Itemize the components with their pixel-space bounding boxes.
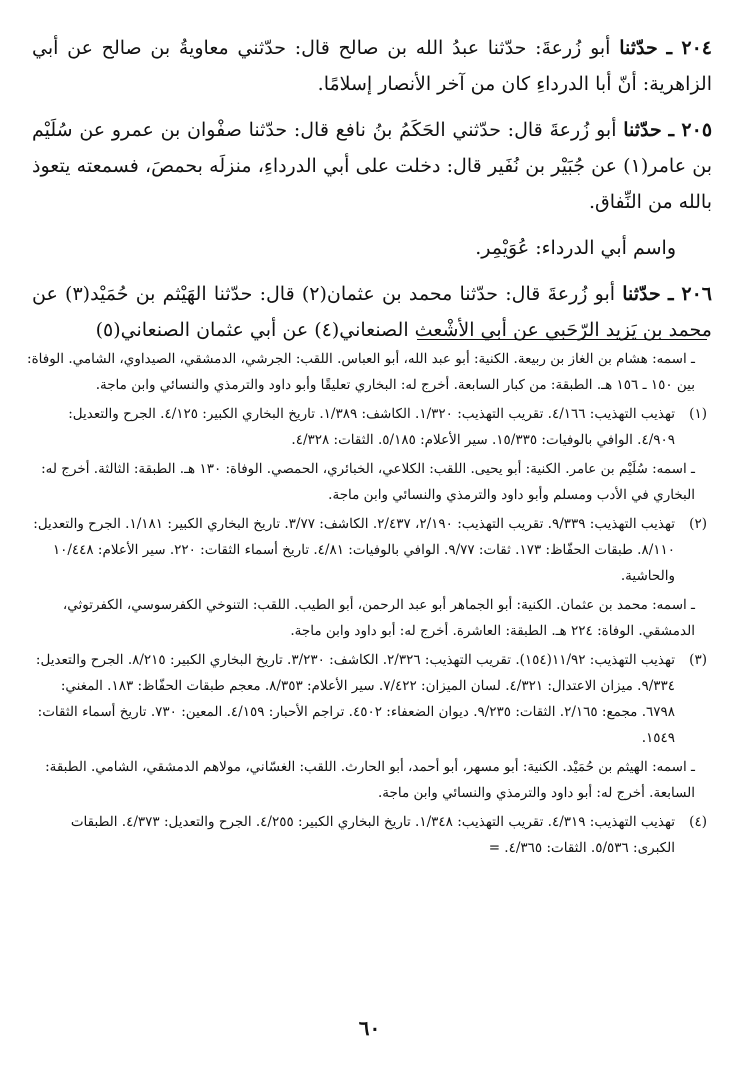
footnote-mark: (٣)	[689, 652, 707, 668]
hadith-text: أبو زُرعةَ قال: حدّثنا محمد بن عثمان(٢) قال: حدّثنا الهَيْثم بن حُمَيْد(٣) عن محمد بن يَزيد الرّحَبي عن أبي الأشْعث الصنعاني(٤) عن أبي عثمان الصنعاني(٥)	[32, 283, 712, 341]
hadith-keyword: حدّثنا	[622, 283, 661, 305]
footnote-4	[27, 809, 707, 861]
footnote-1	[27, 401, 707, 453]
footnote-bio: ـ اسمه: محمد بن عثمان. الكنية: أبو الجماهر أبو عبد الرحمن، أبو الطيب. اللقب: التنوخي الكفرسوسي، الكفرتوثي، الدمشقي. الوفاة: ٢٢٤ هـ. الطبقة: العاشرة. أخرج له: أبو داود وابن ماجة.	[62, 597, 695, 639]
page-number: ٦٠	[358, 1016, 381, 1040]
footnote-mark: (١)	[689, 406, 707, 422]
footnote-text: تهذيب التهذيب: ٩/٣٣٩. تقريب التهذيب: ٢/١٩٠، ٢/٤٣٧. الكاشف: ٣/٧٧. تاريخ البخاري الكبير: ١/١٨١. الجرح والتعديل: ٨/١١٠. طبقات الحفّاظ: ١٧٣. ثقات: ٩/٧٧. الوافي بالوفيات: ٤/٨١. تاريخ أسماء الثقات: ٢٢٠. سير الأعلام: ١٠/٤٤٨ والحاشية.	[33, 516, 675, 584]
name-line: واسم أبي الدرداء: عُوَيْمِر.	[475, 237, 676, 259]
hadith-number: ٢٠٦ ـ	[668, 283, 712, 305]
hadith-text: أبو زُرعةَ: حدّثنا عبدُ الله بن صالح قال: حدّثني معاويةُ بن صالح عن أبي الزاهرية: أنّ أبا الدرداءِ كان من آخر الأنصار إسلامًا.	[32, 37, 712, 95]
footnote-text: تهذيب التهذيب: ٤/١٦٦. تقريب التهذيب: ١/٣٢٠. الكاشف: ١/٣٨٩. تاريخ البخاري الكبير: ٤/١٢٥. الجرح والتعديل: ٤/٩٠٩. الوافي بالوفيات: ١٥/٣٣٥. سير الأعلام: ٥/١٨٥. الثقات: ٤/٣٢٨.	[68, 406, 675, 448]
hadith-number: ٢٠٥ ـ	[668, 119, 713, 141]
footnote-text: تهذيب التهذيب: ٤/٣١٩. تقريب التهذيب: ١/٣٤٨. تاريخ البخاري الكبير: ٤/٢٥٥. الجرح والتعديل: ٤/٣٧٣. الطبقات الكبرى: ٥/٥٣٦. الثقات: ٤/٣٦٥. =	[70, 814, 675, 856]
hadith-204	[32, 30, 712, 102]
footnotes	[27, 346, 707, 864]
footnote-mark: (٤)	[689, 814, 707, 830]
hadith-206	[32, 276, 712, 348]
footnote-bio: ـ اسمه: هشام بن الغاز بن ربيعة. الكنية: أبو عبد الله، أبو العباس. اللقب: الجرشي، الدمشقي، الصيداوي، الشامي. الوفاة: بين ١٥٠ ـ ١٥٦ هـ. الطبقة: من كبار السابعة. أخرج له: البخاري تعليقًا وأبو داود والترمذي والنسائي وابن ماجة.	[27, 351, 695, 393]
footnote-separator	[417, 339, 707, 340]
footnote-mark: (٢)	[689, 516, 707, 532]
hadith-keyword: حدّثنا	[619, 37, 658, 59]
footnote-3	[27, 647, 707, 751]
main-text	[32, 30, 712, 348]
footnote-bio: ـ اسمه: الهيثم بن حُمَيْد. الكنية: أبو مسهر، أبو أحمد، أبو الحارث. اللقب: الغسّاني، مولاهم الدمشقي، الشامي. الطبقة: السابعة. أخرج له: أبو داود والترمذي والنسائي وابن ماجة.	[45, 759, 695, 801]
footnote-2	[27, 511, 707, 589]
hadith-205	[32, 112, 712, 220]
hadith-text: أبو زُرعةَ قال: حدّثني الحَكَمُ بنُ نافع قال: حدّثنا صفْوان بن عمرو عن سُلَيْم بن عامر(١) عن جُبَيْر بن نُفَير قال: دخلت على أبي الدرداءِ، منزلَه بحمصَ، فسمعته يتعوذ بالله من النِّفاق.	[32, 119, 712, 213]
hadith-number: ٢٠٤ ـ	[666, 37, 713, 59]
footnote-text: تهذيب التهذيب: ١١/٩٢(١٥٤). تقريب التهذيب: ٢/٣٢٦. الكاشف: ٣/٢٣٠. تاريخ البخاري الكبير: ٨/٢١٥. الجرح والتعديل: ٩/٣٣٤. ميزان الاعتدال: ٤/٣٢١. لسان الميزان: ٧/٤٢٢. سير الأعلام: ٨/٣٥٣. معجم طبقات الحفّاظ: ١٨٣. المغني: ٦٧٩٨. مجمع: ٢/١٦٥. الثقات: ٩/٢٣٥. ديوان الضعفاء: ٤٥٠٢. تراجم الأحبار: ٤/١٥٩. المعين: ٧٣٠. تاريخ أسماء الثقات: ١٥٤٩.	[35, 652, 675, 746]
footnote-bio: ـ اسمه: سُلَيْم بن عامر. الكنية: أبو يحيى. اللقب: الكلاعي، الخبائري، الحمصي. الوفاة: ١٣٠ هـ. الطبقة: الثالثة. أخرج له: البخاري في الأدب ومسلم وأبو داود والترمذي والنسائي وابن ماجة.	[41, 461, 695, 503]
hadith-keyword: حدّثنا	[623, 119, 662, 141]
